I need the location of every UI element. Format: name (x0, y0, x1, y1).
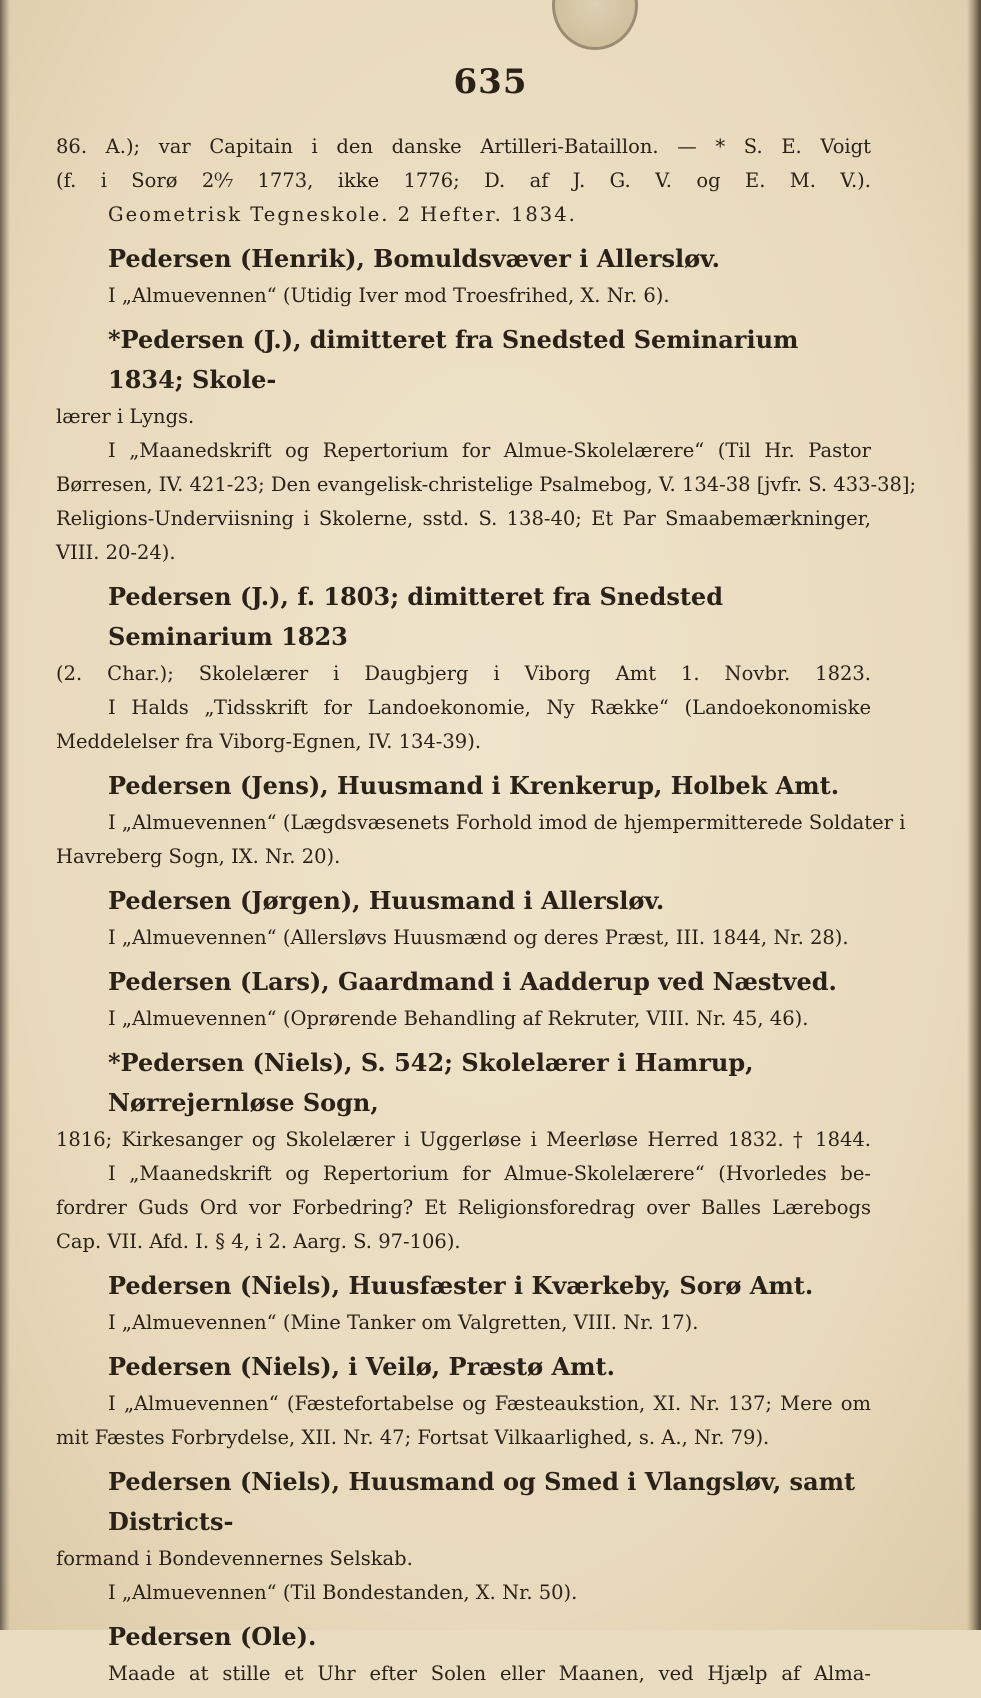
entry-pedersen-j-1 (56, 320, 917, 570)
entry-pedersen-ole (56, 1617, 871, 1691)
entry-heading: Pedersen (Niels), i Veilø, Præstø Amt. (108, 1352, 615, 1381)
entry-heading: *Pedersen (Niels), S. 542; Skolelærer i Hamrup, Nørrejernløse Sogn, (108, 1048, 754, 1117)
entry-pedersen-henrik (56, 239, 871, 313)
text-line: I „Almuevennen“ (Utidig Iver mod Troesfrihed, X. Nr. 6). (108, 284, 670, 307)
text-line: I „Almuevennen“ (Lægdsvæsenets Forhold imod de hjempermitterede Soldater i (108, 811, 906, 834)
entry-heading: Pedersen (Jørgen), Huusmand i Allersløv. (108, 886, 665, 915)
entry-pedersen-niels-1 (56, 1043, 871, 1259)
text-line: Meddelelser fra Viborg-Egnen, IV. 134-39). (56, 730, 482, 753)
text-line: 86. A.); var Capitain i den danske Artilleri-Bataillon. — * S. E. Voigt (56, 135, 871, 158)
entry-pedersen-j-2 (56, 577, 871, 759)
text-line: Religions-Underviisning i Skolerne, sstd. S. 138-40; Et Par Smaabemærkninger, (56, 507, 871, 530)
entry-pedersen-jorgen (56, 881, 871, 955)
page-right-edge (967, 0, 981, 1630)
entry-pedersen-niels-3 (56, 1347, 871, 1455)
entry-pedersen-niels-2 (56, 1266, 871, 1340)
entry-heading: Pedersen (Lars), Gaardmand i Aadderup ved Næstved. (108, 967, 837, 996)
text-line: (f. i Sorø 2⁰⁄₇ 1773, ikke 1776; D. af J. G. V. og E. M. V.). (56, 169, 871, 192)
text-line: I „Maanedskrift og Repertorium for Almue-Skolelærere“ (Til Hr. Pastor (108, 439, 871, 462)
text-line: fordrer Guds Ord vor Forbedring? Et Religionsforedrag over Balles Lærebogs (56, 1196, 871, 1219)
continuation-entry (56, 130, 871, 232)
text-line: Maade at stille et Uhr efter Solen eller Maanen, ved Hjælp af Alma- (108, 1662, 871, 1685)
text-line: VIII. 20-24). (56, 541, 176, 564)
entry-pedersen-lars (56, 962, 871, 1036)
text-line: Havreberg Sogn, IX. Nr. 20). (56, 845, 341, 868)
text-line: Geometrisk Tegneskole. 2 Hefter. 1834. (108, 203, 577, 226)
entry-heading: Pedersen (J.), f. 1803; dimitteret fra Snedsted Seminarium 1823 (108, 582, 723, 651)
text-line: Børresen, IV. 421-23; Den evangelisk-christelige Psalmebog, V. 134-38 [jvfr. S. 433-38]; (56, 473, 917, 496)
entry-pedersen-niels-4 (56, 1462, 871, 1610)
page-text (56, 130, 917, 1698)
text-line: I Halds „Tidsskrift for Landoekonomie, Ny Række“ (Landoekonomiske (108, 696, 871, 719)
text-line: I „Almuevennen“ (Mine Tanker om Valgretten, VIII. Nr. 17). (108, 1311, 699, 1334)
entry-heading: Pedersen (Niels), Huusfæster i Kværkeby, Sorø Amt. (108, 1271, 814, 1300)
entry-heading: Pedersen (Henrik), Bomuldsvæver i Allersløv. (108, 244, 721, 273)
entry-heading: Pedersen (Jens), Huusmand i Krenkerup, Holbek Amt. (108, 771, 840, 800)
entry-heading: Pedersen (Niels), Huusmand og Smed i Vlangsløv, samt Districts- (108, 1467, 856, 1536)
page-number: 635 (453, 62, 528, 102)
text-line: mit Fæstes Forbrydelse, XII. Nr. 47; Fortsat Vilkaarlighed, s. A., Nr. 79). (56, 1426, 770, 1449)
page-left-edge (0, 0, 10, 1630)
entry-heading: *Pedersen (J.), dimitteret fra Snedsted Seminarium 1834; Skole- (108, 325, 799, 394)
text-line: lærer i Lyngs. (56, 405, 195, 428)
text-line: I „Maanedskrift og Repertorium for Almue-Skolelærere“ (Hvorledes be- (108, 1162, 871, 1185)
text-line: 1816; Kirkesanger og Skolelærer i Uggerløse i Meerløse Herred 1832. † 1844. (56, 1128, 871, 1151)
text-line: I „Almuevennen“ (Allersløvs Huusmænd og deres Præst, III. 1844, Nr. 28). (108, 926, 849, 949)
text-line: (2. Char.); Skolelærer i Daugbjerg i Viborg Amt 1. Novbr. 1823. (56, 662, 871, 685)
entry-heading: Pedersen (Ole). (108, 1622, 317, 1651)
entry-pedersen-jens (56, 766, 906, 874)
text-line: formand i Bondevennernes Selskab. (56, 1547, 413, 1570)
text-line: Cap. VII. Afd. I. § 4, i 2. Aarg. S. 97-106). (56, 1230, 461, 1253)
text-line: I „Almuevennen“ (Fæstefortabelse og Fæsteaukstion, XI. Nr. 137; Mere om (108, 1392, 871, 1415)
text-line: I „Almuevennen“ (Oprørende Behandling af Rekruter, VIII. Nr. 45, 46). (108, 1007, 809, 1030)
binding-ring-mark (552, 0, 638, 50)
text-line: I „Almuevennen“ (Til Bondestanden, X. Nr. 50). (108, 1581, 578, 1604)
